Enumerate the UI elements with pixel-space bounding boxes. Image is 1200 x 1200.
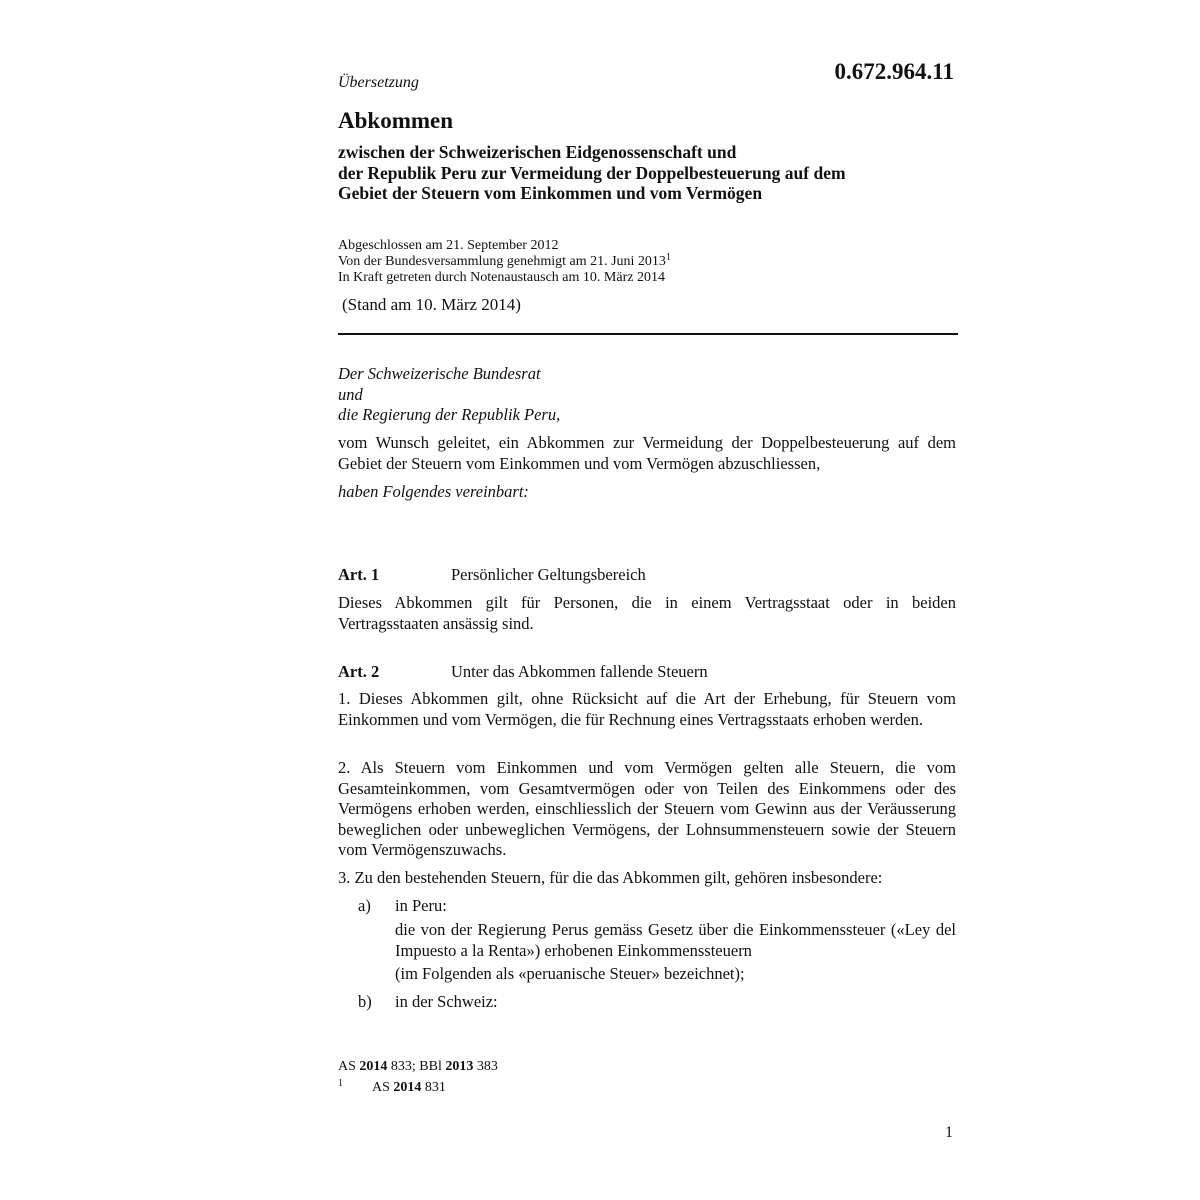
- page-number: 1: [945, 1124, 953, 1141]
- article-2-para-3: 3. Zu den bestehenden Steuern, für die das Abkommen gilt, gehören insbesondere:: [338, 868, 883, 887]
- article-1-number: Art. 1: [338, 565, 380, 584]
- as-page: 833;: [390, 1059, 416, 1074]
- approval-date: Von der Bundesversammlung genehmigt am 21. Juni 2013: [338, 254, 666, 269]
- article-2-para-1: 1. Dieses Abkommen gilt, ohne Rücksicht auf die Art der Erhebung, für Steuern vom Einkommen und vom Vermögen, die für Rechnung eines Vertragsstaats erhoben werden.: [338, 689, 956, 729]
- list-item-a-label: a): [358, 896, 371, 915]
- as-year: 2014: [359, 1059, 388, 1074]
- footnote-text: [372, 1080, 446, 1096]
- document-title: Abkommen: [338, 108, 454, 133]
- document-subtitle: [338, 142, 978, 204]
- official-compilation-ref: [338, 1059, 498, 1075]
- fn-year: 2014: [393, 1080, 422, 1095]
- list-item-a-text: die von der Regierung Perus gemäss Gesetz über die Einkommenssteuer («Ley del Impuesto a la Renta») erhobenen Einkommenssteuern: [395, 920, 956, 960]
- bbl-page: 383: [476, 1059, 498, 1074]
- article-1-title: Persönlicher Geltungsbereich: [451, 565, 646, 584]
- bbl-prefix: BBl: [419, 1059, 442, 1074]
- article-2-number: Art. 2: [338, 662, 380, 681]
- party-conjunction: und: [338, 384, 363, 404]
- list-item-a-heading: in Peru:: [395, 896, 447, 915]
- footnote-mark: 1: [338, 1078, 343, 1089]
- preamble-text: vom Wunsch geleitet, ein Abkommen zur Vermeidung der Doppelbesteuerung auf dem Gebiet der Steuern vom Einkommen und vom Vermögen abzuschliessen,: [338, 433, 956, 473]
- approval-line: [338, 254, 671, 270]
- fn-page: 831: [424, 1080, 446, 1095]
- divider: [338, 333, 958, 335]
- party-peru: die Regierung der Republik Peru,: [338, 405, 561, 424]
- article-2-title: Unter das Abkommen fallende Steuern: [451, 662, 708, 681]
- list-item-b-heading: in der Schweiz:: [395, 992, 498, 1011]
- sr-number: 0.672.964.11: [834, 59, 954, 84]
- subtitle-line: zwischen der Schweizerischen Eidgenossenschaft und: [338, 142, 737, 162]
- in-force-date: In Kraft getreten durch Notenaustausch am 10. März 2014: [338, 270, 665, 285]
- subtitle-line: der Republik Peru zur Vermeidung der Doppelbesteuerung auf dem: [338, 162, 846, 183]
- footnote-ref[interactable]: 1: [665, 252, 671, 263]
- list-item-b-label: b): [358, 992, 372, 1011]
- article-1-text: Dieses Abkommen gilt für Personen, die in einem Vertragsstaat oder in beiden Vertragsstaaten ansässig sind.: [338, 593, 956, 633]
- party-switzerland: Der Schweizerische Bundesrat: [338, 364, 541, 383]
- concluded-date: Abgeschlossen am 21. September 2012: [338, 238, 559, 253]
- status-date: (Stand am 10. März 2014): [342, 295, 521, 314]
- article-2-para-2: 2. Als Steuern vom Einkommen und vom Vermögen gelten alle Steuern, die vom Gesamteinkommen, vom Gesamtvermögen oder von Teilen des Einkommens oder des Vermögens erhoben werden, einschliesslich der Steuern vom Gewinn aus der Veräusserung beweglichen oder unbeweglichen Vermögens, der Lohnsummensteuern sowie der Steuern vom Vermögenszuwachs.: [338, 758, 956, 859]
- preamble-parties: [338, 364, 560, 426]
- list-item-a-note: (im Folgenden als «peruanische Steuer» bezeichnet);: [395, 964, 745, 983]
- subtitle-line: Gebiet der Steuern vom Einkommen und vom Vermögen: [338, 183, 763, 203]
- translation-label: Übersetzung: [338, 74, 419, 91]
- treaty-meta: [338, 238, 671, 286]
- fn-prefix: AS: [372, 1080, 390, 1095]
- bbl-year: 2013: [445, 1059, 474, 1074]
- preamble-agreed: haben Folgendes vereinbart:: [338, 482, 529, 501]
- as-prefix: AS: [338, 1059, 356, 1074]
